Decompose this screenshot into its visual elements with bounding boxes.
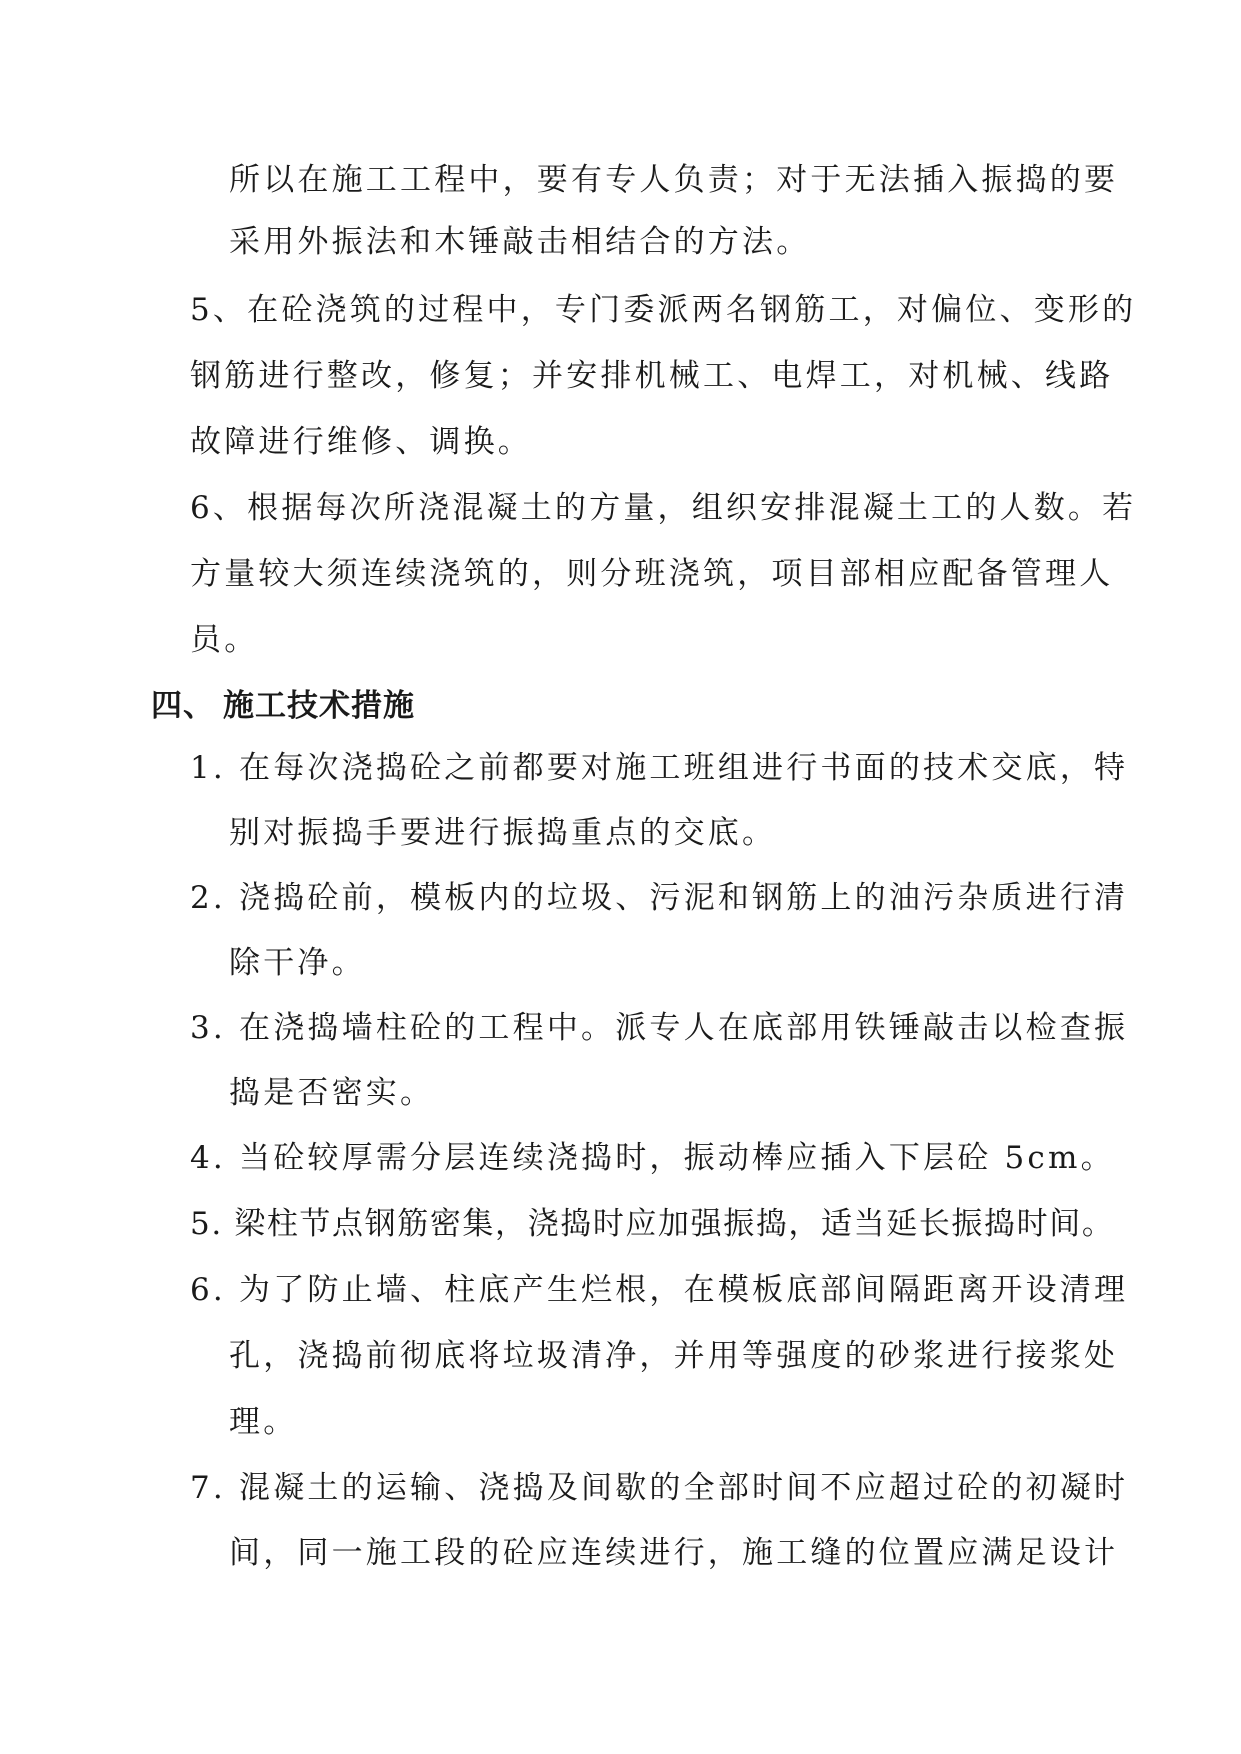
- section-heading: [151, 686, 415, 726]
- list-item-line: 除干净。: [229, 945, 366, 981]
- paragraph-line: 采用外振法和木锤敲击相结合的方法。: [229, 224, 811, 260]
- list-item-line: 5、在砼浇筑的过程中，专门委派两名钢筋工，对偏位、变形的: [190, 292, 1137, 328]
- list-item-line: 2. 浇捣砼前，模板内的垃圾、污泥和钢筋上的油污杂质进行清: [190, 880, 1129, 916]
- list-item-line: 间，同一施工段的砼应连续进行，施工缝的位置应满足设计: [229, 1535, 1119, 1571]
- section-number: 四、: [151, 688, 215, 724]
- section-title: 施工技术措施: [223, 688, 415, 724]
- list-item-line: 员。: [190, 622, 259, 658]
- list-item-line: 1. 在每次浇捣砼之前都要对施工班组进行书面的技术交底，特: [190, 750, 1129, 786]
- list-item-line: 理。: [229, 1404, 298, 1440]
- list-item-line: 6. 为了防止墙、柱底产生烂根，在模板底部间隔距离开设清理: [190, 1272, 1129, 1308]
- list-item-line: 5. 梁柱节点钢筋密集，浇捣时应加强振捣，适当延长振捣时间。: [190, 1206, 1115, 1242]
- list-item-line: 别对振捣手要进行振捣重点的交底。: [229, 815, 777, 851]
- list-item-line: 故障进行维修、调换。: [190, 424, 532, 460]
- list-item-line: 7. 混凝土的运输、浇捣及间歇的全部时间不应超过砼的初凝时: [190, 1470, 1129, 1506]
- list-item-line: 4. 当砼较厚需分层连续浇捣时，振动棒应插入下层砼 5cm。: [190, 1140, 1115, 1176]
- paragraph-line: 所以在施工工程中，要有专人负责；对于无法插入振捣的要: [229, 162, 1119, 198]
- list-item-line: 孔，浇捣前彻底将垃圾清净，并用等强度的砂浆进行接浆处: [229, 1338, 1119, 1374]
- list-item-line: 捣是否密实。: [229, 1075, 435, 1111]
- list-item-line: 方量较大须连续浇筑的，则分班浇筑，项目部相应配备管理人: [190, 556, 1114, 592]
- list-item-line: 3. 在浇捣墙柱砼的工程中。派专人在底部用铁锤敲击以检查振: [190, 1010, 1129, 1046]
- list-item-line: 钢筋进行整改，修复；并安排机械工、电焊工，对机械、线路: [190, 358, 1114, 394]
- list-item-line: 6、根据每次所浇混凝土的方量，组织安排混凝土工的人数。若: [190, 490, 1137, 526]
